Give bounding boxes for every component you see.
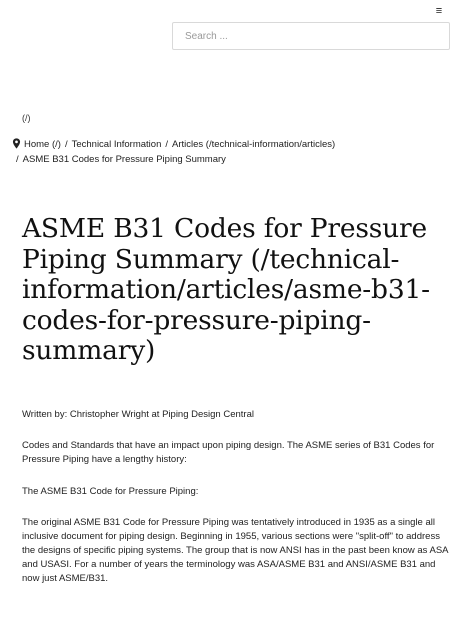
article-byline: Written by: Christopher Wright at Piping Design Central <box>22 409 254 420</box>
page-title: ASME B31 Codes for Pressure Piping Summary (/technical-information/articles/asme-b31-codes-for-pressure-piping-summary) <box>22 213 430 366</box>
breadcrumb-separator: / <box>16 154 19 165</box>
breadcrumb-articles[interactable]: Articles (/technical-information/articles) <box>172 139 336 150</box>
article-paragraph: Codes and Standards that have an impact upon piping design. The ASME series of B31 Codes for Pressure Piping have a lengthy history: <box>22 440 435 465</box>
search-box[interactable] <box>172 22 450 50</box>
breadcrumb-current-page: ASME B31 Codes for Pressure Piping Summary <box>22 154 226 165</box>
article-paragraph: The ASME B31 Code for Pressure Piping: <box>22 486 199 497</box>
breadcrumb-technical-information[interactable]: Technical Information <box>71 139 162 150</box>
article-paragraph: The original ASME B31 Code for Pressure Piping was tentatively introduced in 1935 as a single all inclusive document for piping design. Beginning in 1955, various sections were "split-off" to address the designs of specific piping systems. The group that is now ANSI has in the past been know as ASA and USASI. For a number of years the terminology was ASA/ASME B31 and ANSI/ASME B31 and now just ASME/B31. <box>22 517 448 584</box>
breadcrumb <box>12 137 462 167</box>
hamburger-menu-icon[interactable]: ≡ <box>435 5 443 17</box>
breadcrumb-separator: / <box>64 139 68 150</box>
breadcrumb-home[interactable]: Home (/) <box>24 139 61 150</box>
map-pin-icon <box>12 138 21 149</box>
search-input[interactable] <box>185 31 449 42</box>
home-logo-link[interactable]: (/) <box>22 113 31 123</box>
breadcrumb-separator: / <box>165 139 169 150</box>
